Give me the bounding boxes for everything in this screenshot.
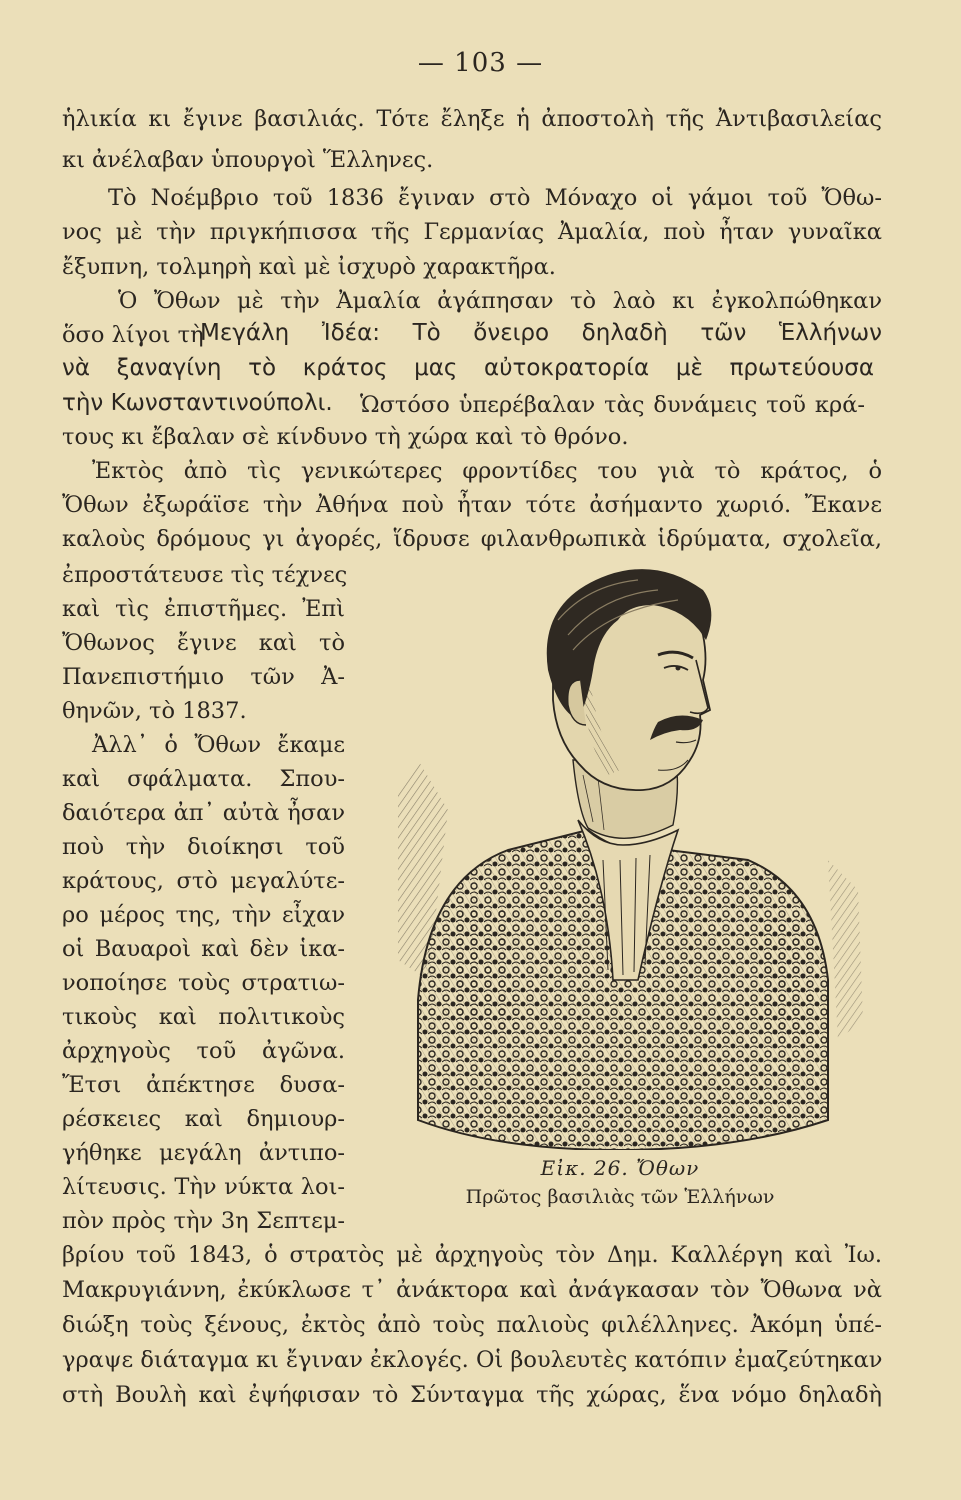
column-line: καὶ σφάλματα. Σπου- <box>62 766 345 792</box>
text-line: Ὄθων ἐξωράϊσε τὴν Ἀθήνα ποὺ ἦταν τότε ἀσήμαντο χωριό. Ἔκανε <box>62 492 882 518</box>
column-line: κράτους, στὸ μεγαλύτε- <box>62 868 345 894</box>
emphasized-text-line: Μεγάλη Ἰδέα: Τὸ ὄνειρο δηλαδὴ τῶν Ἑλλήνων <box>200 320 882 346</box>
text-line: Ὡστόσο ὑπερέβαλαν τὰς δυνάμεις τοῦ κρά- <box>360 392 865 418</box>
column-line: νοποίησε τοὺς στρατιω- <box>62 970 345 996</box>
text-line: κι ἀνέλαβαν ὑπουργοὶ Ἕλληνες. <box>62 147 434 173</box>
column-line: πὸν πρὸς τὴν 3η Σεπτεμ- <box>62 1208 345 1234</box>
column-line: Ὄθωνος ἔγινε καὶ τὸ <box>62 630 345 656</box>
column-line: οἱ Βαυαροὶ καὶ δὲν ἱκα- <box>62 936 345 962</box>
column-line: ρέσκειες καὶ δημιουρ- <box>62 1106 345 1132</box>
text-line: καλοὺς δρόμους γι ἀγορές, ἵδρυσε φιλανθρωπικὰ ἱδρύματα, σχολεῖα, <box>62 526 882 552</box>
figure-caption-text: Πρῶτος βασιλιὰς τῶν Ἑλλήνων <box>465 1186 775 1208</box>
text-line: νος μὲ τὴν πριγκήπισσα τῆς Γερμανίας Ἀμαλία, ποὺ ἦταν γυναῖκα <box>62 219 882 245</box>
text-line: στὴ Βουλὴ καὶ ἐψήφισαν τὸ Σύνταγμα τῆς χώρας, ἕνα νόμο δηλαδὴ <box>62 1382 882 1408</box>
column-line: καὶ τὶς ἐπιστῆμες. Ἐπὶ <box>62 596 345 622</box>
portrait-engraving <box>358 560 878 1150</box>
text-line: γραψε διάταγμα κι ἔγιναν ἐκλογές. Οἱ βουλευτὲς κατόπιν ἐμαζεύτηκαν <box>62 1347 883 1373</box>
text-line: ἔξυπνη, τολμηρὴ καὶ μὲ ἰσχυρὸ χαρακτῆρα. <box>62 254 556 280</box>
column-line: Ἔτσι ἀπέκτησε δυσα- <box>62 1072 345 1098</box>
text-line: Τὸ Νοέμβριο τοῦ 1836 ἔγιναν στὸ Μόναχο οἱ γάμοι τοῦ Ὄθω- <box>108 185 882 211</box>
column-line: ἐπροστάτευσε τὶς τέχνες <box>62 562 348 588</box>
text-line: τους κι ἔβαλαν σὲ κίνδυνο τὴ χώρα καὶ τὸ θρόνο. <box>62 424 629 450</box>
emphasized-text-line: νὰ ξαναγίνη τὸ κράτος μας αὐτοκρατορία μὲ πρωτεύουσα <box>62 355 874 381</box>
text-line: Ἐκτὸς ἀπὸ τὶς γενικώτερες φροντίδες του γιὰ τὸ κράτος, ὁ <box>92 458 882 484</box>
column-line: θηνῶν, τὸ 1837. <box>62 698 247 724</box>
text-line: ὅσο λίγοι τὴ <box>62 322 204 348</box>
text-line: βρίου τοῦ 1843, ὁ στρατὸς μὲ ἀρχηγοὺς τὸν Δημ. Καλλέργη καὶ Ἰω. <box>62 1242 882 1268</box>
text-line: ἡλικία κι ἔγινε βασιλιάς. Τότε ἔληξε ἡ ἀποστολὴ τῆς Ἀντιβασιλείας <box>62 106 882 132</box>
column-line: δαιότερα ἀπ᾽ αὐτὰ ἦσαν <box>62 800 345 826</box>
column-line: λίτευσις. Τὴν νύκτα λοι- <box>62 1174 345 1200</box>
column-line: ποὺ τὴν διοίκησι τοῦ <box>62 834 345 860</box>
column-line: Πανεπιστήμιο τῶν Ἀ- <box>62 664 345 690</box>
portrait-illustration <box>358 560 878 1150</box>
text-line: διώξη τοὺς ξένους, ἐκτὸς ἀπὸ τοὺς παλιοὺς φιλέλληνες. Ἀκόμη ὑπέ- <box>62 1312 882 1338</box>
page-number: — 103 — <box>417 48 544 78</box>
text-line: Ὁ Ὄθων μὲ τὴν Ἀμαλία ἀγάπησαν τὸ λαὸ κι ἐγκολπώθηκαν <box>118 288 882 314</box>
emphasized-text-line: τὴν Κωνσταντινούπολι. <box>62 390 333 416</box>
figure-caption-number: Εἰκ. 26. Ὄθων <box>540 1156 700 1180</box>
column-line: ἀρχηγοὺς τοῦ ἀγῶνα. <box>62 1038 345 1064</box>
column-line: τικοὺς καὶ πολιτικοὺς <box>62 1004 345 1030</box>
column-line: γήθηκε μεγάλη ἀντιπο- <box>62 1140 345 1166</box>
text-line: Μακρυγιάννη, ἐκύκλωσε τ᾽ ἀνάκτορα καὶ ἀνάγκασαν τὸν Ὄθωνα νὰ <box>62 1277 882 1303</box>
column-line: Ἀλλ᾽ ὁ Ὄθων ἔκαμε <box>92 732 345 758</box>
column-line: ρο μέρος της, τὴν εἶχαν <box>62 902 345 928</box>
